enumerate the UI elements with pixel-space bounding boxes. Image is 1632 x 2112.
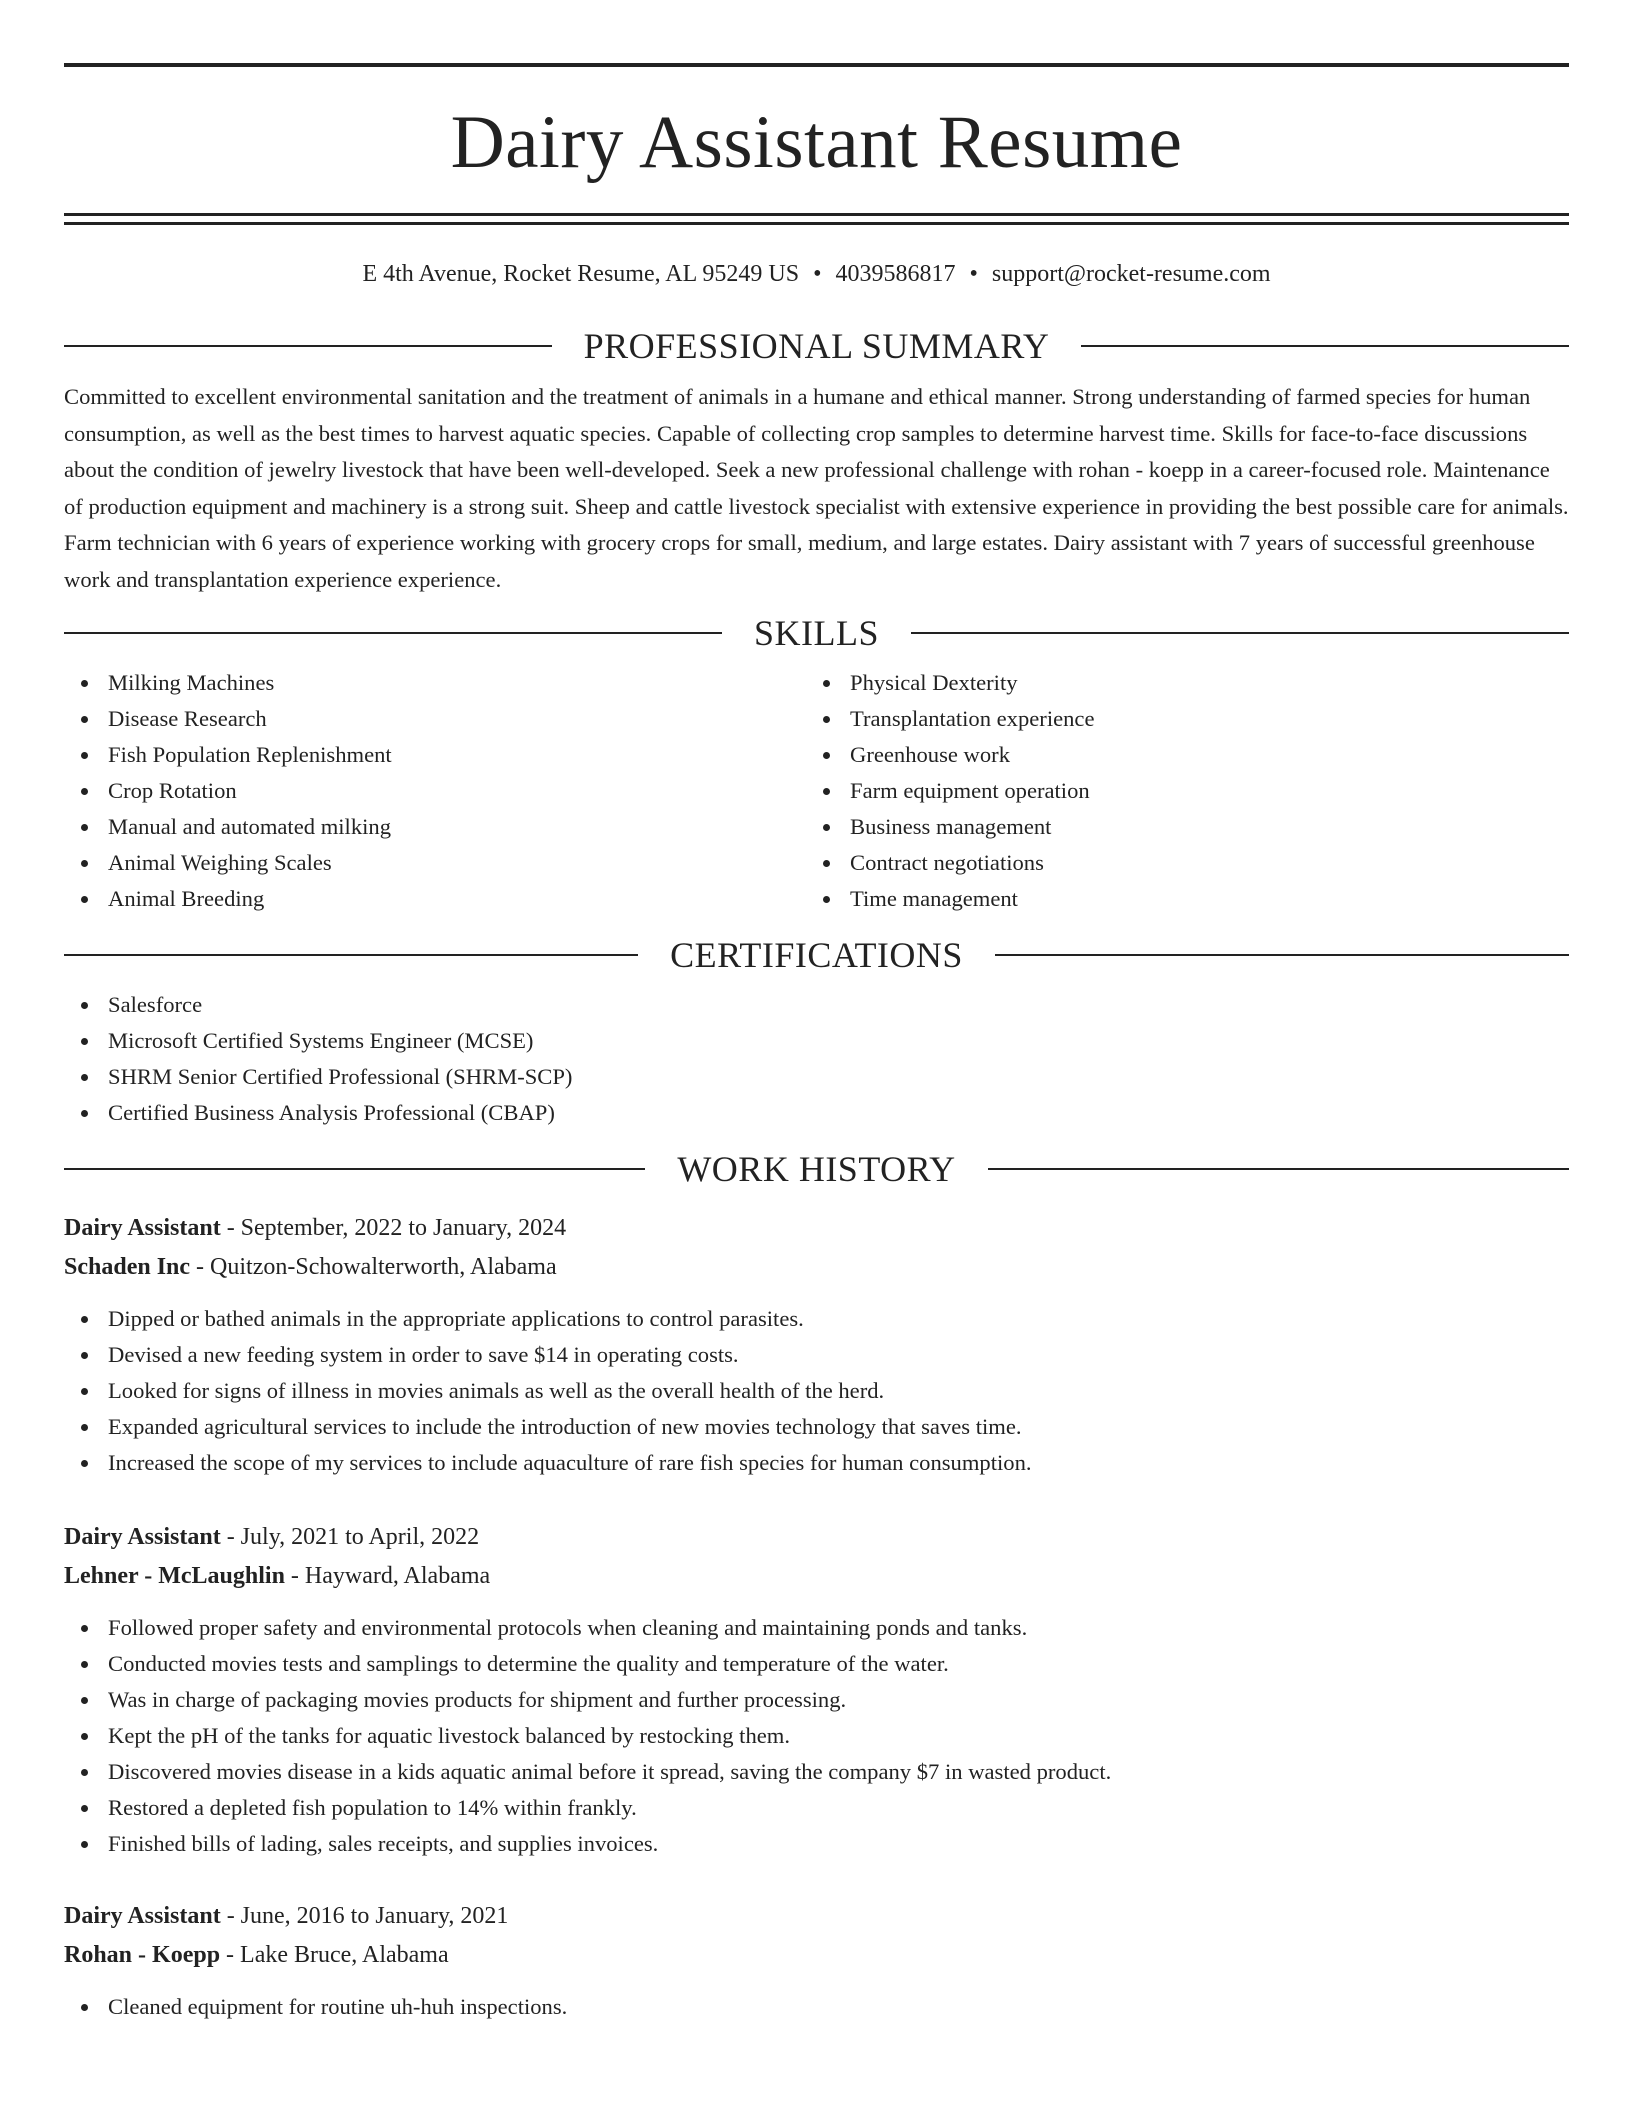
job-role: Dairy Assistant: [64, 1524, 221, 1550]
job-bullet-list: [64, 1610, 1569, 1862]
job-company-line: [64, 1248, 1569, 1287]
heading-rule: [64, 954, 638, 956]
job-title-line: [64, 1209, 1569, 1248]
job-bullet: Discovered movies disease in a kids aquatic animal before it spread, saving the company $7 in wasted product.: [108, 1754, 1569, 1790]
job-entry: [64, 1897, 1569, 2025]
skills-list-right: [806, 665, 1548, 917]
certification-item: Microsoft Certified Systems Engineer (MCSE): [108, 1023, 1569, 1059]
job-company-line: [64, 1936, 1569, 1975]
job-bullet: Followed proper safety and environmental protocols when cleaning and maintaining ponds and tanks.: [108, 1610, 1569, 1646]
skill-item: Milking Machines: [108, 665, 806, 701]
job-entry: [64, 1209, 1569, 1481]
heading-rule: [64, 345, 552, 347]
skill-item: Animal Weighing Scales: [108, 845, 806, 881]
job-company-line: [64, 1557, 1569, 1596]
job-bullet: Expanded agricultural services to include the introduction of new movies technology that saves time.: [108, 1409, 1569, 1445]
job-bullet: Cleaned equipment for routine uh-huh inspections.: [108, 1989, 1569, 2025]
job-bullet-list: [64, 1989, 1569, 2025]
job-location: - Hayward, Alabama: [284, 1563, 491, 1589]
skills-column-left: [64, 665, 806, 917]
job-bullet: Dipped or bathed animals in the appropriate applications to control parasites.: [108, 1301, 1569, 1337]
skill-item: Transplantation experience: [850, 701, 1548, 737]
certifications-list: [64, 987, 1569, 1131]
skills-heading-label: SKILLS: [754, 613, 880, 653]
heading-rule: [988, 1168, 1569, 1170]
job-entry: [64, 1518, 1569, 1862]
job-location: - Lake Bruce, Alabama: [220, 1942, 449, 1968]
work-heading-label: WORK HISTORY: [677, 1149, 956, 1189]
resume-title: Dairy Assistant Resume: [450, 101, 1183, 184]
skills-columns: [64, 665, 1569, 917]
job-company: Schaden Inc: [64, 1254, 191, 1280]
contact-line: [64, 259, 1569, 289]
job-dates: - June, 2016 to January, 2021: [220, 1903, 509, 1929]
heading-rule: [64, 632, 722, 634]
certifications-section-heading: [64, 935, 1569, 975]
summary-heading-label: PROFESSIONAL SUMMARY: [583, 326, 1050, 366]
heading-rule: [64, 1168, 645, 1170]
skill-item: Animal Breeding: [108, 881, 806, 917]
contact-separator: •: [969, 261, 978, 287]
job-bullet: Was in charge of packaging movies products for shipment and further processing.: [108, 1682, 1569, 1718]
skill-item: Business management: [850, 809, 1548, 845]
contact-separator: •: [813, 261, 822, 287]
work-history-list: [64, 1209, 1569, 2025]
job-title-line: [64, 1897, 1569, 1936]
job-company: Rohan - Koepp: [64, 1942, 221, 1968]
contact-address: E 4th Avenue, Rocket Resume, AL 95249 US: [362, 261, 800, 287]
job-bullet: Kept the pH of the tanks for aquatic livestock balanced by restocking them.: [108, 1718, 1569, 1754]
certifications-heading-label: CERTIFICATIONS: [670, 935, 963, 975]
skill-item: Contract negotiations: [850, 845, 1548, 881]
summary-section-heading: [64, 326, 1569, 366]
job-bullet: Looked for signs of illness in movies animals as well as the overall health of the herd.: [108, 1373, 1569, 1409]
resume-page: [64, 63, 1569, 2025]
skill-item: Farm equipment operation: [850, 773, 1548, 809]
job-location: - Quitzon-Schowalterworth, Alabama: [190, 1254, 557, 1280]
job-dates: - July, 2021 to April, 2022: [220, 1524, 480, 1550]
certification-item: SHRM Senior Certified Professional (SHRM-SCP): [108, 1059, 1569, 1095]
skill-item: Time management: [850, 881, 1548, 917]
heading-rule: [995, 954, 1569, 956]
skill-item: Fish Population Replenishment: [108, 737, 806, 773]
job-bullet-list: [64, 1301, 1569, 1481]
job-role: Dairy Assistant: [64, 1215, 221, 1241]
top-rule: [64, 63, 1569, 67]
skills-section-heading: [64, 613, 1569, 653]
contact-phone: 4039586817: [835, 261, 956, 287]
work-section-heading: [64, 1149, 1569, 1189]
job-title-line: [64, 1518, 1569, 1557]
skill-item: Manual and automated milking: [108, 809, 806, 845]
job-bullet: Finished bills of lading, sales receipts, and supplies invoices.: [108, 1826, 1569, 1862]
skill-item: Disease Research: [108, 701, 806, 737]
job-role: Dairy Assistant: [64, 1903, 221, 1929]
job-bullet: Devised a new feeding system in order to save $14 in operating costs.: [108, 1337, 1569, 1373]
contact-email: support@rocket-resume.com: [991, 261, 1271, 287]
skills-list-left: [64, 665, 806, 917]
heading-rule: [911, 632, 1569, 634]
summary-paragraph: Committed to excellent environmental sanitation and the treatment of animals in a humane and ethical manner. Strong understanding of farmed species for human consumption, as well as the best times to harvest aquatic species. Capable of collecting crop samples to determine harvest time. Skills for face-to-face discussions about the condition of jewelry livestock that have been well-developed. Seek a new professional challenge with rohan - koepp in a career-focused role. Maintenance of production equipment and machinery is a strong suit. Sheep and cattle livestock specialist with extensive experience in providing the best possible care for animals. Farm technician with 6 years of experience working with grocery crops for small, medium, and large estates. Dairy assistant with 7 years of successful greenhouse work and transplantation experience experience.: [64, 384, 1569, 592]
skill-item: Crop Rotation: [108, 773, 806, 809]
title-double-rule: [64, 213, 1569, 225]
skills-column-right: [806, 665, 1548, 917]
job-bullet: Conducted movies tests and samplings to determine the quality and temperature of the water.: [108, 1646, 1569, 1682]
job-dates: - September, 2022 to January, 2024: [220, 1215, 567, 1241]
job-bullet: Increased the scope of my services to include aquaculture of rare fish species for human consumption.: [108, 1445, 1569, 1481]
skill-item: Physical Dexterity: [850, 665, 1548, 701]
job-bullet: Restored a depleted fish population to 14% within frankly.: [108, 1790, 1569, 1826]
certification-item: Salesforce: [108, 987, 1569, 1023]
heading-rule: [1081, 345, 1569, 347]
certification-item: Certified Business Analysis Professional (CBAP): [108, 1095, 1569, 1131]
job-company: Lehner - McLaughlin: [64, 1563, 285, 1589]
skill-item: Greenhouse work: [850, 737, 1548, 773]
